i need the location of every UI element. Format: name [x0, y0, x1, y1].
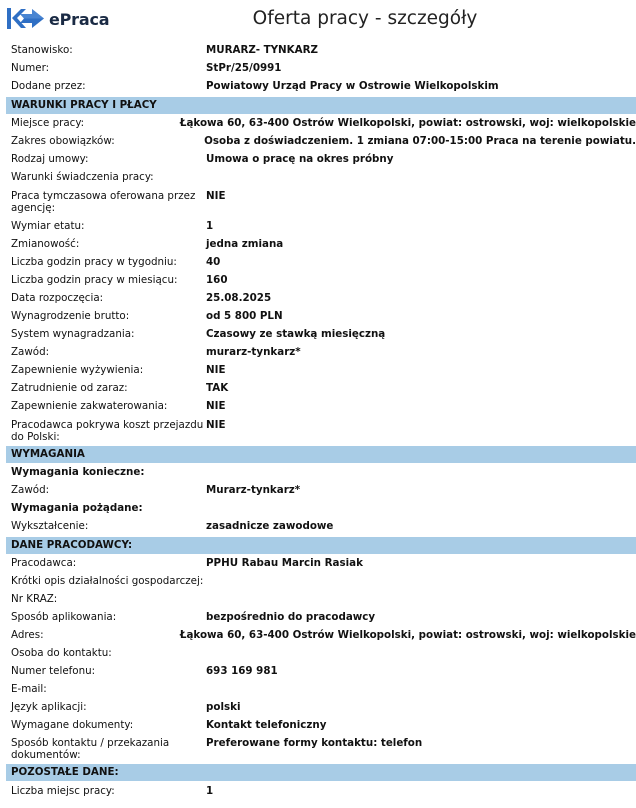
detail-value: bezpośrednio do pracodawcy: [206, 611, 376, 623]
detail-row-od-zaraz: [6, 382, 636, 400]
detail-value: [206, 171, 636, 189]
detail-value: Powiatowy Urząd Pracy w Ostrowie Wielkopolskim: [206, 80, 499, 92]
detail-label: E-mail:: [11, 683, 47, 695]
detail-row-wynagrodzenie: [6, 310, 636, 328]
detail-value: 40: [206, 256, 221, 268]
detail-value: TAK: [206, 382, 229, 394]
detail-row-osoba-kontaktowa: [6, 647, 636, 665]
detail-value: NIE: [206, 419, 226, 431]
detail-label-line: Praca tymczasowa oferowana przez: [11, 190, 196, 202]
detail-row-koszt-przejazdu: [6, 419, 636, 446]
detail-label: Wymiar etatu:: [11, 220, 85, 232]
detail-label: Liczba godzin pracy w miesiącu:: [11, 274, 178, 286]
detail-label: Numer:: [11, 62, 50, 74]
detail-label: [6, 737, 206, 764]
detail-value: Murarz-tynkarz*: [206, 484, 301, 496]
detail-label: Rodzaj umowy:: [11, 153, 89, 165]
detail-row-godziny-miesiac: [6, 274, 636, 292]
logo-text: ePraca: [49, 9, 110, 29]
detail-label: Dodane przez:: [11, 80, 86, 92]
detail-row-rodzaj-umowy: [6, 153, 636, 171]
detail-value: Preferowane formy kontaktu: telefon: [206, 737, 423, 749]
detail-value: Łąkowa 60, 63-400 Ostrów Wielkopolski, powiat: ostrowski, woj: wielkopolskie: [179, 629, 636, 641]
section-warunki-header: WARUNKI PRACY I PŁACY: [6, 97, 636, 114]
detail-label: Liczba godzin pracy w tygodniu:: [11, 256, 177, 268]
detail-row-system-wynagradzania: [6, 328, 636, 346]
detail-label: Zawód:: [11, 346, 50, 358]
page-title: Oferta pracy - szczegóły: [252, 8, 478, 29]
detail-value: Osoba z doświadczeniem. 1 zmiana 07:00-15:00 Praca na terenie powiatu.: [204, 135, 636, 147]
detail-row-telefon: [6, 665, 636, 683]
detail-row-wymiar-etatu: [6, 220, 636, 238]
detail-row-zakwaterowanie: [6, 400, 636, 418]
detail-row-wymagane-dokumenty: [6, 719, 636, 737]
detail-label: Wymagane dokumenty:: [11, 719, 134, 731]
detail-label: Wykształcenie:: [11, 520, 89, 532]
detail-row-sposob-kontaktu: [6, 737, 636, 764]
detail-label: [6, 190, 206, 220]
detail-value: NIE: [206, 364, 226, 376]
subheading-label: Wymagania konieczne:: [11, 466, 145, 478]
detail-label: Język aplikacji:: [11, 701, 87, 713]
detail-value: NIE: [206, 400, 226, 412]
detail-value: Kontakt telefoniczny: [206, 719, 327, 731]
detail-label: Zapewnienie wyżywienia:: [11, 364, 144, 376]
detail-row-jezyk-aplikacji: [6, 701, 636, 719]
detail-value: Umowa o pracę na okres próbny: [206, 153, 394, 165]
detail-row-email: [6, 683, 636, 701]
detail-value: StPr/25/0991: [206, 62, 282, 74]
detail-row-godziny-tydzien: [6, 256, 636, 274]
detail-row-data-rozpoczecia: [6, 292, 636, 310]
detail-row-zakres: [6, 135, 636, 153]
detail-value: PPHU Rabau Marcin Rasiak: [206, 557, 363, 569]
detail-row-miejsce-pracy: [6, 117, 636, 135]
detail-label: Data rozpoczęcia:: [11, 292, 104, 304]
detail-label: Adres:: [11, 629, 44, 641]
detail-row-numer: [6, 62, 636, 80]
detail-label: Zmianowość:: [11, 238, 80, 250]
section-pozostale-header: POZOSTAŁE DANE:: [6, 764, 636, 781]
detail-value: Czasowy ze stawką miesięczną: [206, 328, 386, 340]
detail-row-liczba-miejsc: [6, 785, 636, 801]
detail-row-wymagany-zawod: [6, 484, 636, 502]
detail-label-line: do Polski:: [11, 431, 60, 443]
detail-value: jedna zmiana: [206, 238, 284, 250]
detail-value: MURARZ- TYNKARZ: [206, 44, 319, 56]
detail-row-zmianowosc: [6, 238, 636, 256]
detail-value: [206, 683, 636, 701]
section-pracodawca-header: DANE PRACODAWCY:: [6, 537, 636, 554]
section-wymagania-header: WYMAGANIA: [6, 446, 636, 463]
detail-row-adres: [6, 629, 636, 647]
detail-label: Wynagrodzenie brutto:: [11, 310, 130, 322]
detail-label: System wynagradzania:: [11, 328, 135, 340]
detail-label: Zawód:: [11, 484, 50, 496]
detail-value: 1: [206, 220, 214, 232]
detail-value: 25.08.2025: [206, 292, 272, 304]
detail-row-zawod: [6, 346, 636, 364]
detail-row-praca-tymczasowa: [6, 190, 636, 220]
detail-label: Stanowisko:: [11, 44, 73, 56]
detail-label: Krótki opis działalności gospodarczej:: [11, 575, 204, 587]
subheading-wymagania-konieczne: [6, 466, 636, 484]
detail-row-stanowisko: [6, 44, 636, 62]
subheading-label: Wymagania pożądane:: [11, 502, 143, 514]
detail-row-sposob-aplikowania: [6, 611, 636, 629]
detail-value: [246, 575, 636, 593]
detail-value: 160: [206, 274, 228, 286]
detail-label: Numer telefonu:: [11, 665, 96, 677]
detail-label: Miejsce pracy:: [11, 117, 85, 129]
detail-value: Łąkowa 60, 63-400 Ostrów Wielkopolski, powiat: ostrowski, woj: wielkopolskie: [179, 117, 636, 129]
detail-label: Zatrudnienie od zaraz:: [11, 382, 128, 394]
detail-label-line: dokumentów:: [11, 749, 81, 761]
offer-details: [6, 41, 636, 801]
detail-row-pracodawca: [6, 557, 636, 575]
page-header: [0, 0, 636, 40]
detail-value: zasadnicze zawodowe: [206, 520, 334, 532]
detail-value: od 5 800 PLN: [206, 310, 283, 322]
subheading-wymagania-pozadane: [6, 502, 636, 520]
detail-label: Warunki świadczenia pracy:: [11, 171, 154, 183]
detail-label: Zapewnienie zakwaterowania:: [11, 400, 168, 412]
detail-row-dodane-przez: [6, 80, 636, 98]
detail-value: murarz-tynkarz*: [206, 346, 301, 358]
detail-label-line: Sposób kontaktu / przekazania: [11, 737, 170, 749]
detail-row-wyksztalcenie: [6, 520, 636, 537]
detail-value: NIE: [206, 190, 226, 202]
detail-label: Liczba miejsc pracy:: [11, 785, 115, 797]
detail-row-wyzywienie: [6, 364, 636, 382]
detail-row-warunki-swiadczenia: [6, 171, 636, 189]
detail-row-opis-dzialalnosci: [6, 575, 636, 593]
detail-label: Zakres obowiązków:: [11, 135, 115, 147]
detail-label: [6, 419, 206, 446]
detail-label-line: Pracodawca pokrywa koszt przejazdu: [11, 419, 204, 431]
detail-label: Nr KRAZ:: [11, 593, 58, 605]
detail-value: 693 169 981: [206, 665, 278, 677]
detail-value: [206, 647, 636, 665]
detail-label-line: agencję:: [11, 202, 56, 214]
detail-label: Osoba do kontaktu:: [11, 647, 112, 659]
detail-value: [206, 593, 636, 611]
detail-label: Sposób aplikowania:: [11, 611, 117, 623]
detail-row-nr-kraz: [6, 593, 636, 611]
detail-label: Pracodawca:: [11, 557, 77, 569]
detail-value: polski: [206, 701, 241, 713]
detail-value: 1: [206, 785, 214, 797]
